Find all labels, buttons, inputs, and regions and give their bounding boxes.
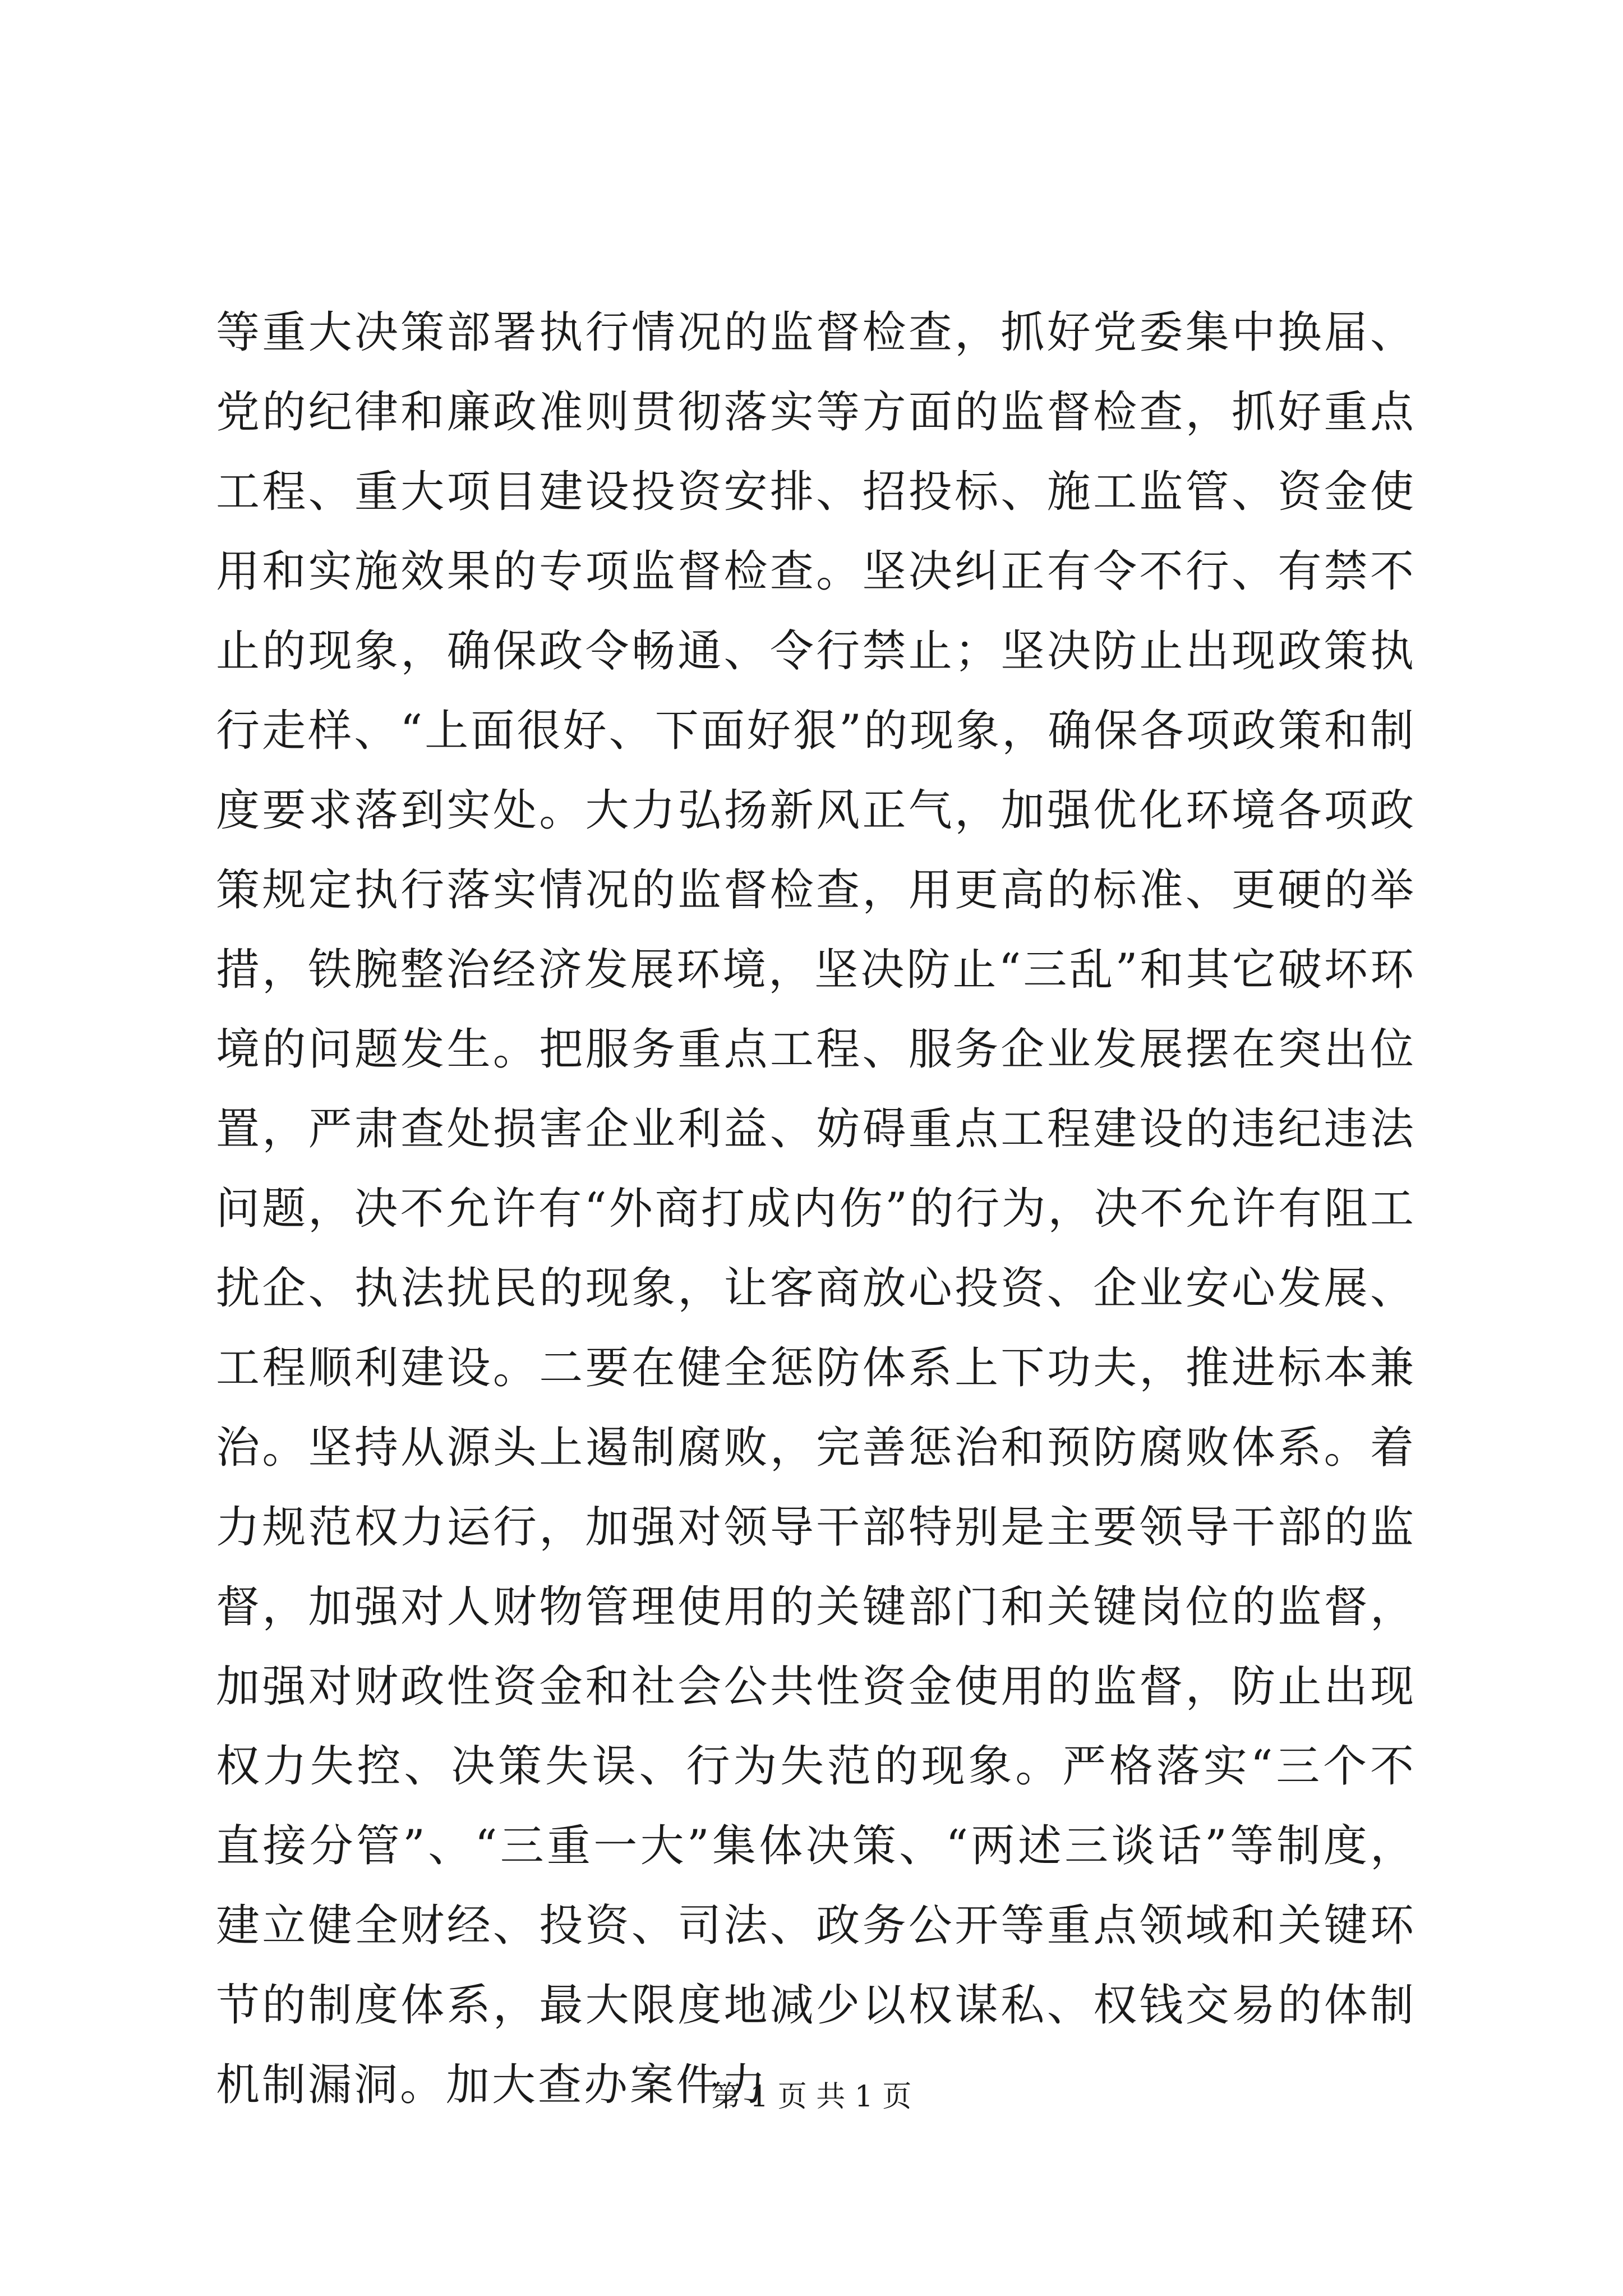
page-footer: 第 1 页 共 1 页 bbox=[711, 2080, 912, 2114]
body-paragraph: 等重大决策部署执行情况的监督检查，抓好党委集中换届、党的纪律和廉政准则贯彻落实等方面的监督检查，抓好重点工程、重大项目建设投资安排、招投标、施工监管、资金使用和实施效果的专项监督检查。坚决纠正有令不行、有禁不止的现象，确保政令畅通、令行禁止；坚决防止出现政策执行走样、“上面很好、下面好狠”的现象，确保各项政策和制度要求落到实处。大力弘扬新风正气，加强优化环境各项政策规定执行落实情况的监督检查，用更高的标准、更硬的举措，铁腕整治经济发展环境，坚决防止“三乱”和其它破坏环境的问题发生。把服务重点工程、服务企业发展摆在突出位置，严肃查处损害企业利益、妨碍重点工程建设的违纪违法问题，决不允许有“外商打成内伤”的行为，决不允许有阻工扰企、执法扰民的现象，让客商放心投资、企业安心发展、工程顺利建设。二要在健全惩防体系上下功夫，推进标本兼治。坚持从源头上遏制腐败，完善惩治和预防腐败体系。着力规范权力运行，加强对领导干部特别是主要领导干部的监督，加强对人财物管理使用的关键部门和关键岗位的监督，加强对财政性资金和社会公共性资金使用的监督，防止出现权力失控、决策失误、行为失范的现象。严格落实“三个不直接分管”、“三重一大”集体决策、“两述三谈话”等制度，建立健全财经、投资、司法、政务公开等重点领域和关键环节的制度体系，最大限度地减少以权谋私、权钱交易的体制机制漏洞。加大查办案件力 bbox=[216, 307, 1416, 2110]
